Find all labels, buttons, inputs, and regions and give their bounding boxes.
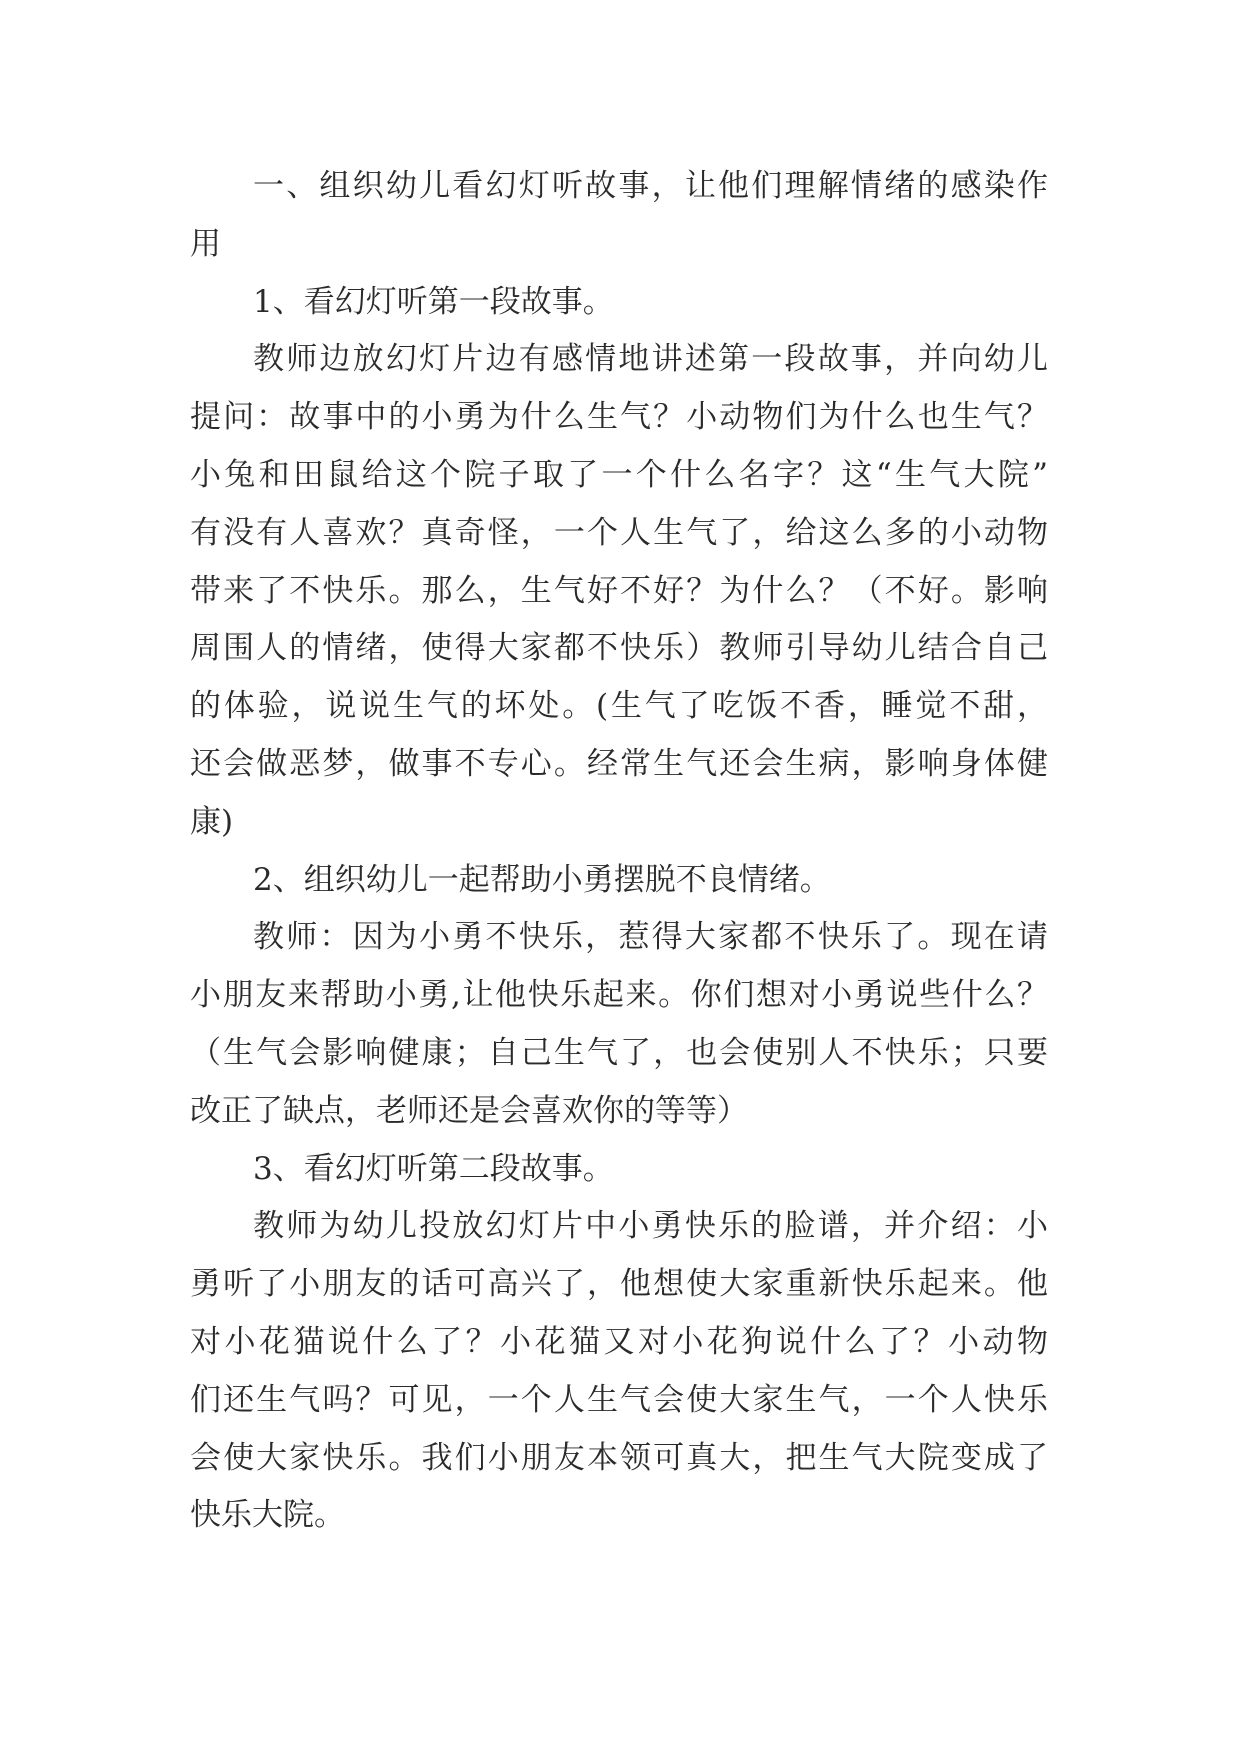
- paragraph-teacher-help: [190, 909, 1048, 1140]
- text-line: 用: [190, 225, 221, 262]
- text-line: 有没有人喜欢？真奇怪，一个人生气了，给这么多的小动物: [190, 514, 1048, 551]
- heading-section-one: [190, 158, 1048, 274]
- step-two: [190, 852, 1048, 910]
- text-line: 小兔和田鼠给这个院子取了一个什么名字？这“生气大院”: [190, 456, 1048, 493]
- text-line: 提问：故事中的小勇为什么生气？小动物们为什么也生气？: [190, 399, 1048, 436]
- text-line: 康): [190, 803, 234, 840]
- text-line: 2、组织幼儿一起帮助小勇摆脱不良情绪。: [253, 861, 831, 898]
- text-line: 教师边放幻灯片边有感情地讲述第一段故事，并向幼儿: [253, 341, 1048, 378]
- text-line: 的体验，说说生气的坏处。(生气了吃饭不香，睡觉不甜，: [190, 688, 1048, 725]
- text-line: 3、看幻灯听第二段故事。: [253, 1150, 614, 1187]
- paragraph-story-two: [190, 1198, 1048, 1545]
- text-line: 还会做恶梦，做事不专心。经常生气还会生病，影响身体健: [190, 745, 1048, 782]
- text-line: 教师：因为小勇不快乐，惹得大家都不快乐了。现在请: [253, 919, 1048, 956]
- step-one: [190, 274, 1048, 332]
- text-line: （生气会影响健康；自己生气了，也会使别人不快乐；只要: [190, 1034, 1048, 1071]
- text-line: 带来了不快乐。那么，生气好不好？为什么？（不好。影响: [190, 572, 1048, 609]
- text-line: 们还生气吗？可见，一个人生气会使大家生气，一个人快乐: [190, 1381, 1048, 1418]
- document-body: [190, 158, 1048, 1545]
- text-line: 对小花猫说什么了？小花猫又对小花狗说什么了？小动物: [190, 1323, 1048, 1360]
- text-line: 改正了缺点，老师还是会喜欢你的等等）: [190, 1092, 748, 1129]
- text-line: 勇听了小朋友的话可高兴了，他想使大家重新快乐起来。他: [190, 1266, 1048, 1303]
- text-line: 小朋友来帮助小勇,让他快乐起来。你们想对小勇说些什么？: [190, 977, 1048, 1014]
- text-line: 教师为幼儿投放幻灯片中小勇快乐的脸谱，并介绍：小: [253, 1208, 1048, 1245]
- step-three: [190, 1141, 1048, 1199]
- text-line: 一、组织幼儿看幻灯听故事，让他们理解情绪的感染作: [253, 168, 1048, 204]
- text-line: 周围人的情绪，使得大家都不快乐）教师引导幼儿结合自己: [190, 630, 1048, 667]
- text-line: 快乐大院。: [190, 1497, 345, 1534]
- text-line: 1、看幻灯听第一段故事。: [253, 283, 614, 320]
- text-line: 会使大家快乐。我们小朋友本领可真大，把生气大院变成了: [190, 1439, 1048, 1476]
- paragraph-story-one: [190, 331, 1048, 851]
